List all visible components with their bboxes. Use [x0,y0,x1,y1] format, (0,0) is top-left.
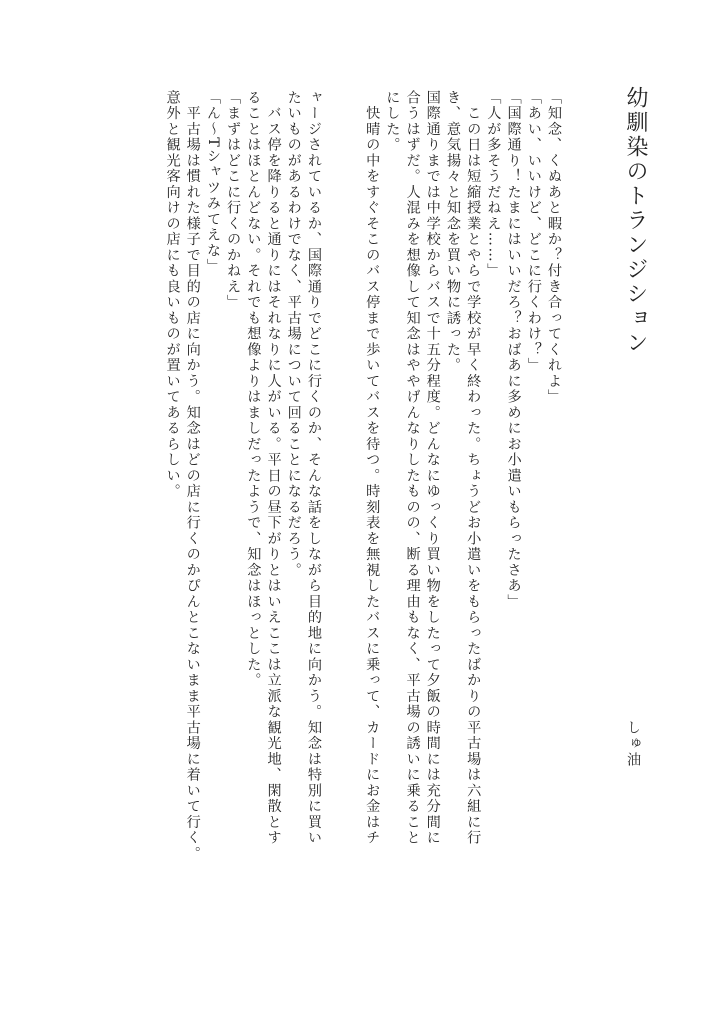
body-line: 「人が多そうだねえ……」 [485,90,502,279]
body-line: 国際通りまでは中学校からバスで十五分程度。どんなにゆっくり買い物をしたって夕飯の時間には充分間に [424,90,441,846]
body-line: 意外と観光客向けの店にも良いものが置いてあるらしい。 [164,90,181,500]
body-line: この日は短縮授業とやらで学校が早く終わった。ちょうどお小遣いをもらったばかりの平古場は六組に行 [465,90,482,846]
body-line: 「あい、いいけど、どこに行くわけ？」 [525,90,542,374]
body-line: き、意気揚々と知念を買い物に誘った。 [444,90,461,374]
story-body [162,90,564,862]
body-line: 快晴の中をすぐそこのバス停まで歩いてバスを待つ。時刻表を無視したバスに乗って、カードにお金はチ [364,90,381,846]
body-line: バス停を降りると通りにはそれなりに人がいる。平日の昼下がりとはいえここは立派な観光地、閑散とす [265,90,282,846]
body-line: 「ん～Tシャツみてえな」 [204,90,221,275]
author-name: しゅ油 [625,720,641,768]
body-line: ャージされているか、国際通りでどこに行くのか、そんな話をしながら目的地に向かう。知念は特別に買い [305,90,322,846]
body-line: 「国際通り！たまにはいいだろ？おばあに多めにお小遣いもらったさあ」 [505,90,522,610]
body-line: 平古場は慣れた様子で目的の店に向かう。知念はどの店に行くのかぴんとこないまま平古場に着いて行く。 [184,90,201,862]
body-line: 「知念、くぬあと暇か？付き合ってくれよ」 [546,90,562,405]
body-line: たいものがあるわけでなく、平古場について回ることになるだろう。 [285,90,302,579]
body-line: 合うはずだ。人混みを想像して知念はややげんなりしたものの、断る理由もなく、平古場の誘いに乗ること [404,90,421,846]
body-line: 「まずはどこに行くのかねえ」 [225,90,242,311]
story-title: 幼馴染のトランジション [623,86,648,356]
body-line: にした。 [384,90,401,153]
body-line: ることはほとんどない。それでも想像よりはましだったようで、知念はほっとした。 [245,90,262,689]
